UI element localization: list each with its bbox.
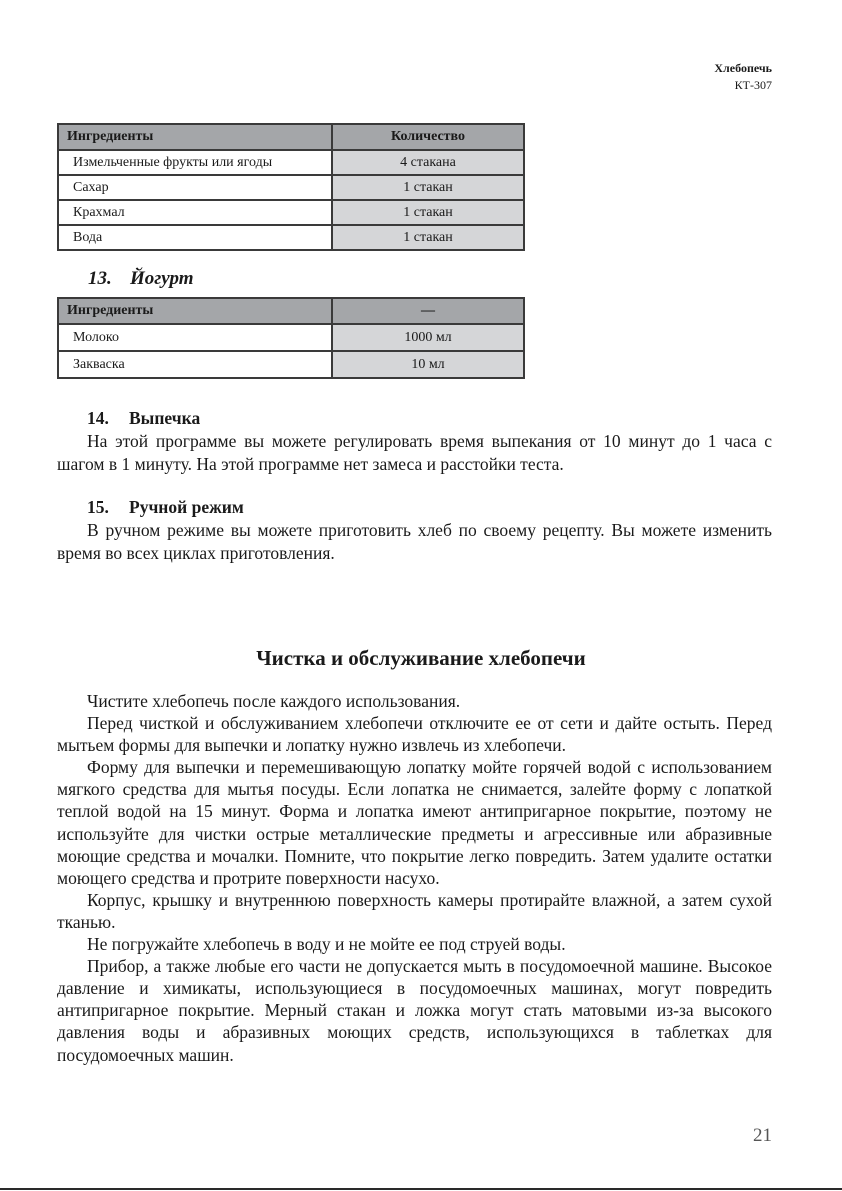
cleaning-body: [57, 690, 772, 1066]
paragraph: Не погружайте хлебопечь в воду и не мойте ее под струей воды.: [87, 934, 566, 955]
ingredient-cell: Сахар: [58, 175, 332, 200]
table-row: [58, 200, 524, 225]
section-title: Ручной режим: [129, 497, 244, 517]
section-number: 14.: [87, 408, 109, 428]
quantity-cell: 10 мл: [332, 351, 524, 378]
section-heading: [57, 407, 772, 430]
ingredient-cell: Молоко: [58, 324, 332, 351]
table-row: [58, 150, 524, 175]
quantity-cell: 1 стакан: [332, 200, 524, 225]
yogurt-ingredients-table: [57, 297, 525, 379]
ingredient-cell: Измельченные фрукты или ягоды: [58, 150, 332, 175]
quantity-cell: 1 стакан: [332, 225, 524, 250]
fruit-ingredients-table: [57, 123, 525, 251]
quantity-cell: 1 стакан: [332, 175, 524, 200]
paragraph: Чистите хлебопечь после каждого использования.: [87, 691, 461, 711]
section-text: В ручном режиме вы можете приготовить хлеб по своему рецепту. Вы можете изменить время во всех циклах приготовления.: [57, 520, 772, 563]
table-row: [58, 225, 524, 250]
section-text: На этой программе вы можете регулировать время выпекания от 10 минут до 1 часа с шагом в 1 минуту. На этой программе нет замеса и расстойки теста.: [57, 431, 772, 474]
bottom-divider: [0, 1188, 842, 1190]
paragraph: Форму для выпечки и перемешивающую лопатку мойте горячей водой с использованием мягкого средства для мытья посуды. Если лопатка не снимается, залейте форму с лопаткой теплой водой на 15 минут. Форма и лопатка имеют антипригарное покрытие, поэтому не используйте для чистки острые металлические предметы и агрессивные или абразивные моющие средства и мочалки. Помните, что покрытие легко повредить. Затем удалите остатки моющего средства и протрите поверхности насухо.: [57, 757, 772, 888]
section-13-heading: [88, 268, 194, 290]
page-number: 21: [753, 1125, 772, 1146]
section-number: 13.: [88, 268, 112, 289]
section-title: Выпечка: [129, 408, 201, 428]
paragraph: Прибор, а также любые его части не допускается мыть в посудомоечной машине. Высокое давление и химикаты, использующиеся в посудомоечных машинах, могут повредить антипригарное покрытие. Мерный стакан и ложка могут стать матовыми из-за высокого давления воды и абразивных моющих средств, использующихся в таблетках для посудомоечных машин.: [57, 956, 772, 1065]
section-heading: [57, 496, 772, 519]
column-header: Ингредиенты: [58, 124, 332, 150]
ingredient-cell: Вода: [58, 225, 332, 250]
section-title: Йогурт: [130, 268, 194, 289]
quantity-cell: 1000 мл: [332, 324, 524, 351]
ingredient-cell: Закваска: [58, 351, 332, 378]
cleaning-heading: Чистка и обслуживание хлебопечи: [256, 646, 586, 670]
column-header: Количество: [332, 124, 524, 150]
paragraph: Перед чисткой и обслуживанием хлебопечи отключите ее от сети и дайте остыть. Перед мытьем формы для выпечки и лопатку нужно извлечь из хлебопечи.: [57, 713, 772, 756]
quantity-cell: 4 стакана: [332, 150, 524, 175]
section-number: 15.: [87, 497, 109, 517]
header-title: Хлебопечь: [714, 61, 772, 75]
section-15: [57, 496, 772, 565]
table-row: [58, 175, 524, 200]
table-row: [58, 324, 524, 351]
table-row: [58, 351, 524, 378]
header-model: КТ-307: [734, 78, 772, 92]
section-14: [57, 407, 772, 476]
column-header: —: [332, 298, 524, 324]
page-header: [714, 60, 772, 94]
table-header-row: [58, 298, 524, 324]
table-header-row: [58, 124, 524, 150]
ingredient-cell: Крахмал: [58, 200, 332, 225]
column-header: Ингредиенты: [58, 298, 332, 324]
paragraph: Корпус, крышку и внутреннюю поверхность камеры протирайте влажной, а затем сухой тканью.: [57, 889, 772, 932]
